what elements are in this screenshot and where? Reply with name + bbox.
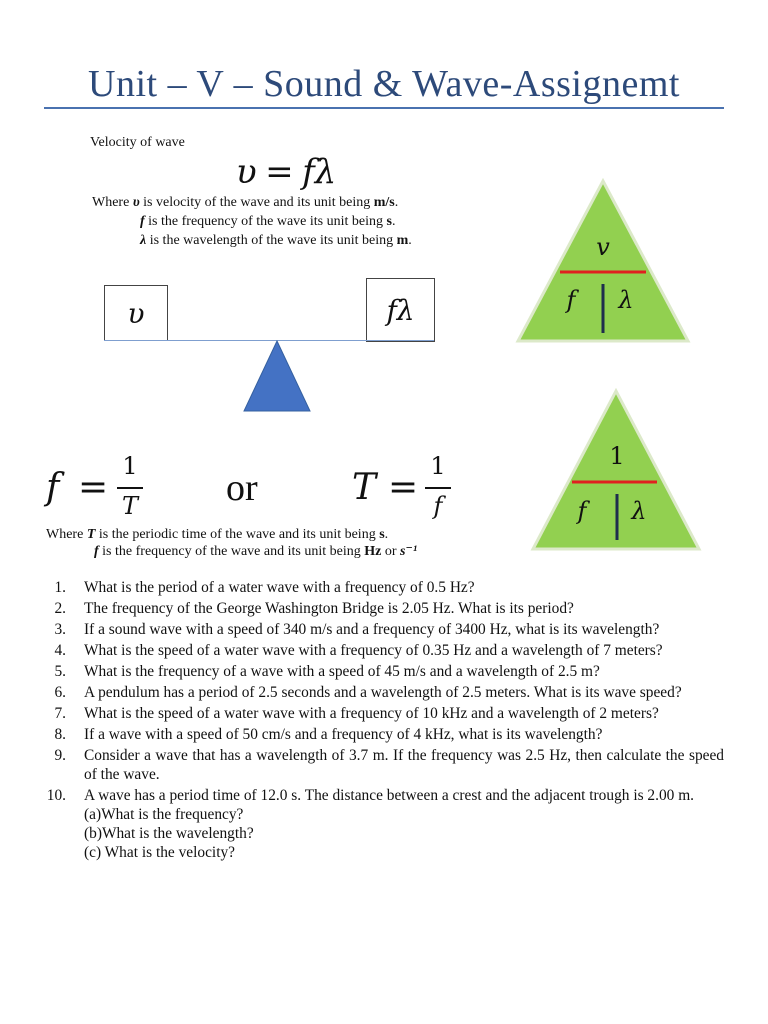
where-prefix: Where	[92, 195, 133, 210]
formula-v: υ	[236, 152, 257, 192]
question-item: 5. What is the frequency of a wave with a speed of 45 m/s and a wavelength of 2.5 m?	[54, 663, 600, 680]
where-unit: s	[386, 214, 392, 229]
sub-question: (b)What is the wavelength?	[84, 825, 254, 842]
where-or: or	[381, 544, 400, 559]
T-formula-numerator: 1	[430, 452, 446, 480]
question-item: 10. A wave has a period time of 12.0 s. The distance between a crest and the adjacent trough is 2.00 m. (a)What is the frequency? (b)What is the wavelength? (c) What is the velocity?	[44, 786, 724, 862]
question-item: 3. If a sound wave with a speed of 340 m/s and a frequency of 3400 Hz, what is its wavelength?	[54, 621, 660, 638]
where-text: is the periodic time of the wave and its unit being	[95, 527, 380, 542]
T-formula-fraction-bar	[425, 487, 451, 489]
where-text: is the wavelength of the wave its unit being	[146, 233, 397, 248]
where-text: is velocity of the wave and its unit being	[139, 195, 374, 210]
where-text: is the frequency of the wave and its unit being	[98, 544, 365, 559]
question-item: 6. A pendulum has a period of 2.5 seconds and a wavelength of 2.5 meters. What is its wave speed?	[54, 684, 682, 701]
sub-question: (c) What is the velocity?	[84, 844, 235, 861]
velocity-where-line-3: λ is the wavelength of the wave its unit being m.	[140, 233, 412, 248]
triangle1-right-label: λ	[618, 286, 634, 314]
where-unit-hz: Hz	[364, 544, 382, 559]
f-formula-numerator: 1	[122, 452, 138, 480]
question-item: 4. What is the speed of a water wave with a frequency of 0.35 Hz and a wavelength of 7 meters?	[54, 642, 663, 659]
triangle2-right-label: λ	[631, 497, 647, 525]
formula-f-lambda: fλ	[302, 152, 337, 192]
page-title: Unit – V – Sound & Wave-Assignemt	[88, 63, 680, 105]
triangle2-top-label: 1	[609, 442, 625, 470]
T-formula-equals: =	[388, 467, 419, 508]
triangle2-left-label: f	[577, 497, 587, 525]
where-prefix: Where	[46, 527, 87, 542]
balance-fulcrum	[243, 340, 311, 412]
f-formula-denominator: T	[121, 492, 138, 520]
question-item: 2. The frequency of the George Washington Bridge is 2.05 Hz. What is its period?	[54, 600, 574, 617]
where-sym-v: υ	[132, 195, 140, 210]
velocity-where-line-2: f is the frequency of the wave its unit being s.	[140, 214, 396, 229]
f-formula-fraction-bar	[117, 487, 143, 489]
velocity-triangle	[515, 178, 691, 344]
or-word: or	[226, 467, 258, 509]
formula-equals: =	[265, 152, 294, 192]
question-item: 7. What is the speed of a water wave with a frequency of 10 kHz and a wavelength of 2 meters?	[54, 705, 659, 722]
title-underline	[44, 107, 724, 109]
triangle1-left-label: f	[566, 286, 576, 314]
where-sym-f: f	[94, 544, 99, 559]
balance-left-box: υ	[104, 285, 168, 341]
where-text: is the frequency of the wave its unit being	[144, 214, 387, 229]
where-unit: m	[396, 233, 409, 248]
question-item: 9. Consider a wave that has a wavelength of 3.7 m. If the frequency was 2.5 Hz, then calculate the speed of the wave.	[54, 747, 724, 783]
question-list	[44, 578, 724, 864]
T-formula-lhs: T	[352, 467, 377, 508]
balance-right-box: fλ	[366, 278, 435, 342]
where-unit: m/s	[373, 195, 395, 210]
velocity-where-line-1: Where υ is velocity of the wave and its unit being m/s.	[92, 195, 399, 210]
where-unit-inverse-s: s⁻¹	[400, 544, 418, 559]
f-formula-equals: =	[78, 467, 109, 508]
question-item: 8. If a wave with a speed of 50 cm/s and a frequency of 4 kHz, what is its wavelength?	[54, 726, 603, 743]
sub-question: (a)What is the frequency?	[84, 806, 244, 823]
velocity-formula	[236, 152, 336, 192]
question-item: 1. What is the period of a water wave with a frequency of 0.5 Hz?	[54, 579, 475, 596]
period-triangle	[530, 388, 702, 552]
period-where-line-2	[94, 543, 417, 560]
f-formula-lhs: f	[46, 467, 60, 508]
velocity-heading: Velocity of wave	[90, 135, 185, 150]
T-formula-denominator: f	[433, 492, 443, 520]
where-unit: s	[379, 527, 385, 542]
where-sym-lambda: λ	[140, 233, 147, 248]
triangle1-top-label: v	[596, 233, 610, 261]
where-sym-T: T	[86, 527, 96, 542]
period-where-line-1: Where T is the periodic time of the wave and its unit being s.	[46, 527, 389, 542]
where-sym-f: f	[140, 214, 145, 229]
